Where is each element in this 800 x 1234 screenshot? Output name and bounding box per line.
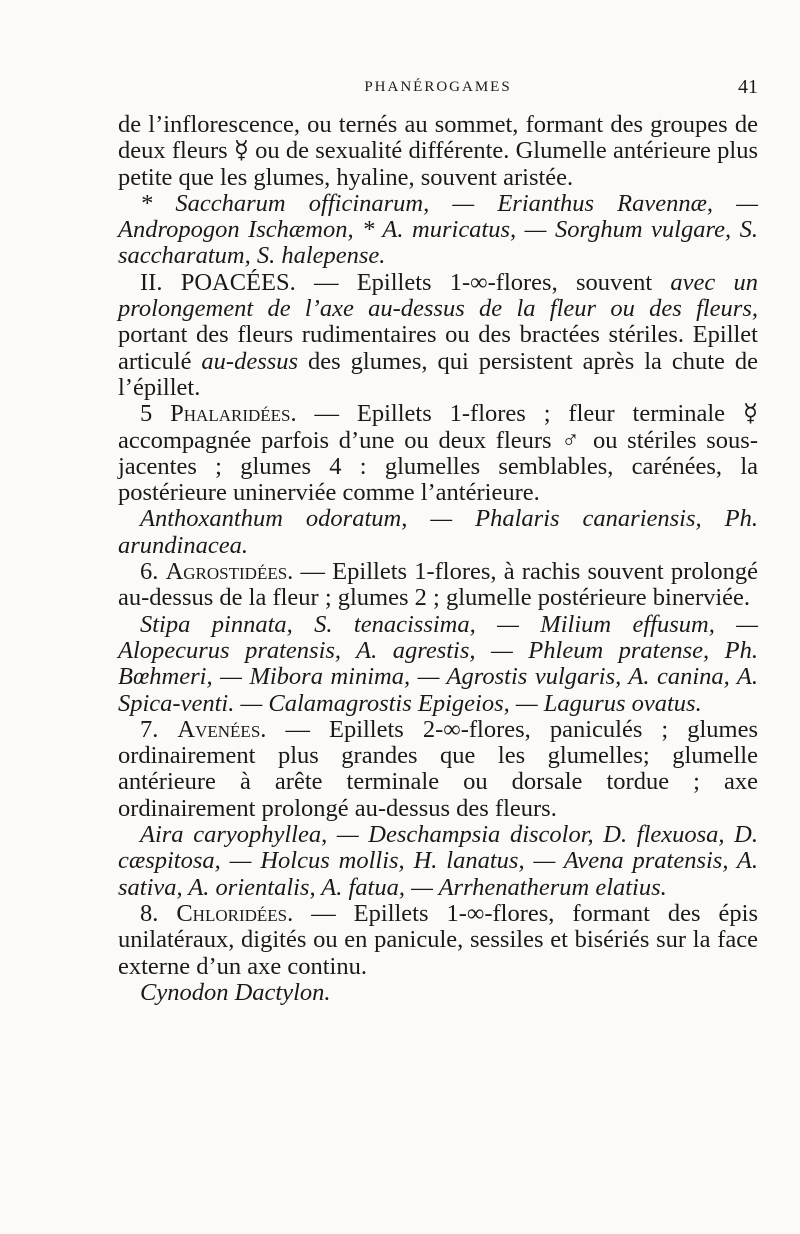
species-examples: Anthoxanthum odoratum, — Phalaris canariensis, Ph. arundinacea. (118, 505, 758, 559)
tribe-name: Phalaridées. (170, 400, 297, 428)
tribe-number: 6. (140, 558, 159, 586)
section-number: II. (140, 268, 163, 296)
tribe-number: 8. (140, 899, 159, 927)
paragraph-continuation: de l’inflorescence, ou ternés au sommet, formant des groupes de deux fleurs ☿ ou de sexualité différente. Glumelle antérieure plus petite que les glumes, hyaline, souvent aristée. (118, 111, 758, 191)
tribe-name: Chloridées. (176, 899, 294, 927)
tribe-agrostidees: 6. Agrostidées. — Epillets 1-flores, à rachis souvent prolongé au-dessus de la fleur ; glumes 2 ; glumelle postérieure binerviée. (118, 558, 758, 612)
section-heading-poacees: II. POACÉES. — Epillets 1-∞-flores, souvent avec un prolongement de l’axe au-dessus de la fleur ou des fleurs, portant des fleurs rudimentaires ou des bractées stériles. Epillet articulé au-dessus des glumes, qui persistent après la chute de l’épillet. (118, 268, 759, 401)
tribe-avenees: 7. Avenées. — Epillets 2-∞-flores, paniculés ; glumes ordinairement plus grandes que les glumelles; glumelle antérieure à arête terminale ou dorsale tordue ; axe ordinairement prolongé au-dessus des fleurs. (118, 715, 759, 822)
species-examples: Cynodon Dactylon. (140, 978, 331, 1006)
page-number: 41 (738, 76, 758, 98)
tribe-name: Agrostidées. (165, 558, 294, 586)
tribe-name: Avenées. (177, 715, 267, 743)
species-examples: Stipa pinnata, S. tenacissima, — Milium effusum, — Alopecurus pratensis, A. agrestis, — Phleum pratense, Ph. Bœhmeri, — Mibora minima, — Agrostis vulgaris, A. canina, A. Spica-venti. — Calamagrostis Epigeios, — Lagurus ovatus. (118, 610, 758, 717)
tribe-number: 5 (140, 400, 153, 428)
page-body (118, 112, 758, 1006)
tribe-number: 7. (140, 715, 159, 743)
running-title: PHANÉROGAMES (364, 79, 512, 95)
page-header (118, 76, 758, 100)
tribe-phalaridees: 5 Phalaridées. — Epillets 1-flores ; fleur terminale ☿ accompagnée parfois d’une ou deux fleurs ♂ ou stériles sous-jacentes ; glumes 4 : glumelles semblables, carénées, la postérieure uninerviée comme l’antérieure. (118, 400, 758, 507)
species-examples: Aira caryophyllea, — Deschampsia discolor, D. flexuosa, D. cæspitosa, — Holcus mollis, H. lanatus, — Avena pratensis, A. sativa, A. orientalis, A. fatua, — Arrhenatherum elatius. (118, 821, 758, 901)
section-title: POACÉES. (180, 268, 296, 296)
tribe-chloridees: 8. Chloridées. — Epillets 1-∞-flores, formant des épis unilatéraux, digités ou en panicule, sessiles et bisériés sur la face externe d’un axe continu. (118, 899, 758, 980)
species-examples: * Saccharum officinarum, — Erianthus Ravennæ, — Andropogon Ischæmon, * A. muricatus, — Sorghum vulgare, S. saccharatum, S. halepense. (118, 189, 758, 270)
